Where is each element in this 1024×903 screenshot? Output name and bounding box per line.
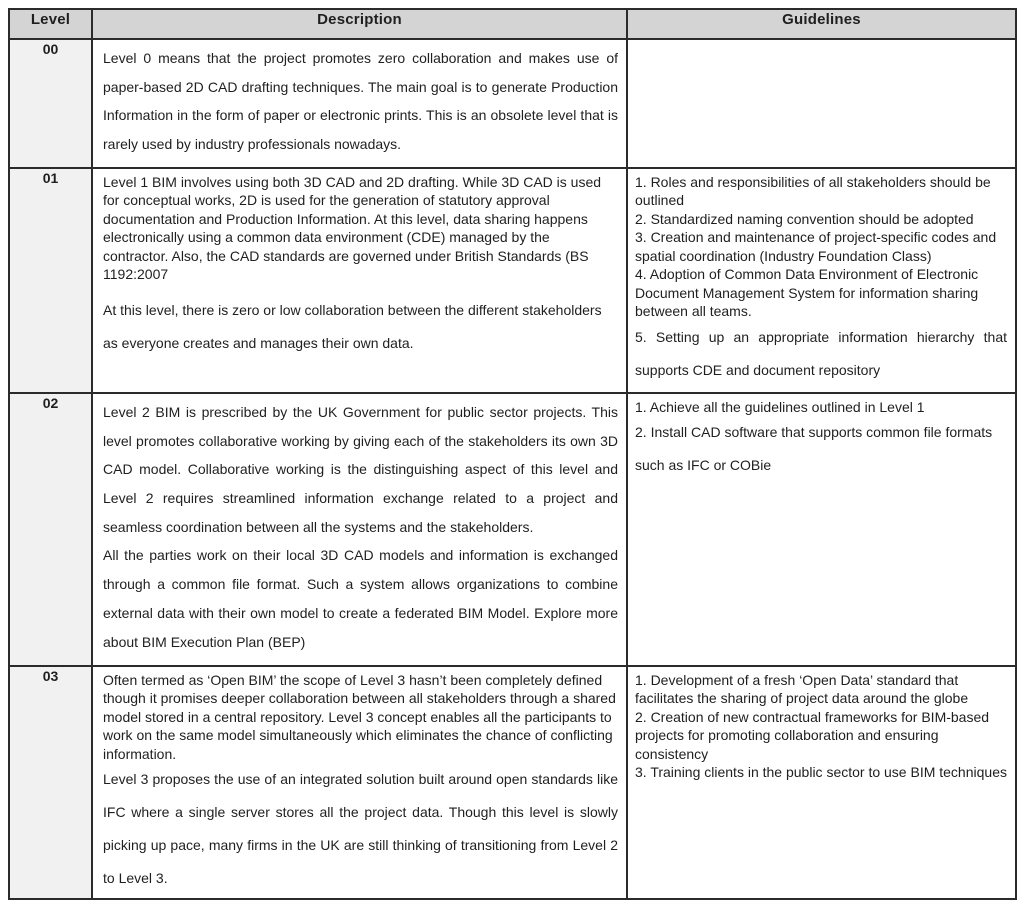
level-cell: 01 [9,168,92,393]
level-cell: 00 [9,39,92,168]
description-cell [92,39,627,168]
table-row-level-03 [9,666,1016,899]
description-paragraph: Level 0 means that the project promotes zero collaboration and makes use of paper-based 2D CAD drafting techniques. The main goal is to generate Production Information in the form of paper or electronic prints. This is an obsolete level that is rarely used by industry professionals nowadays. [103,50,618,153]
guideline-item: 2. Standardized naming convention should be adopted [635,210,974,227]
guideline-item: 5. Setting up an appropriate information hierarchy that supports CDE and document repository [635,328,1007,378]
guideline-item: 2. Install CAD software that supports common file formats such as IFC or COBie [635,424,993,474]
guideline-item: 4. Adoption of Common Data Environment of Electronic Document Management System for information sharing between all teams. [635,266,979,320]
header-row [9,9,1016,39]
guidelines-cell [627,666,1016,899]
guideline-item: 1. Roles and responsibilities of all stakeholders should be outlined [635,174,991,209]
description-paragraph: Level 3 proposes the use of an integrated solution built around open standards like IFC where a single server stores all the project data. Though this level is slowly picking up pace, many firms in the UK are still thinking of transitioning from Level 2 to Level 3. [103,771,618,887]
description-paragraph: At this level, there is zero or low collaboration between the different stakeholders as everyone creates and manages their own data. [103,301,602,351]
description-cell [92,666,627,899]
bim-maturity-levels-table [8,8,1017,900]
guidelines-cell [627,168,1016,393]
level-cell: 02 [9,393,92,666]
description-cell [92,393,627,666]
table-row-level-02 [9,393,1016,666]
guideline-item: 1. Development of a fresh ‘Open Data’ standard that facilitates the sharing of project data around the globe [635,672,969,707]
description-paragraph: All the parties work on their local 3D CAD models and information is exchanged through a common file format. Such a system allows organizations to combine external data with their own model to create a federated BIM Model. Explore more about BIM Execution Plan (BEP) [103,547,618,650]
table-row-level-01 [9,168,1016,393]
column-header-guidelines: Guidelines [627,9,1016,39]
guideline-item: 1. Achieve all the guidelines outlined in Level 1 [635,399,925,415]
description-paragraph: Often termed as ‘Open BIM’ the scope of Level 3 hasn’t been completely defined though it promises deeper collaboration between all stakeholders through a shared model stored in a central repository. Level 3 concept enables all the participants to work on the same model simultaneously which eliminates the chance of conflicting information. [103,672,616,762]
guidelines-cell [627,393,1016,666]
guideline-item: 2. Creation of new contractual frameworks for BIM-based projects for promoting collaboration and ensuring consistency [635,708,990,762]
column-header-level: Level [9,9,92,39]
level-cell: 03 [9,666,92,899]
description-cell [92,168,627,393]
description-paragraph: Level 1 BIM involves using both 3D CAD and 2D drafting. While 3D CAD is used for conceptual works, 2D is used for the generation of statutory approval documentation and Production Information. At this level, data sharing happens electronically using a common data environment (CDE) managed by the contractor. Also, the CAD standards are governed under British Standards (BS 1192:2007 [103,174,602,283]
guidelines-cell [627,39,1016,168]
guideline-item: 3. Creation and maintenance of project-specific codes and spatial coordination (Industry Foundation Class) [635,229,997,264]
description-paragraph: Level 2 BIM is prescribed by the UK Government for public sector projects. This level promotes collaborative working by giving each of the stakeholders its own 3D CAD model. Collaborative working is the distinguishing aspect of this level and Level 2 requires streamlined information exchange related to a project and seamless coordination between all the systems and the stakeholders. [103,404,618,535]
guideline-item: 3. Training clients in the public sector to use BIM techniques [635,764,1007,781]
table-row-level-00 [9,39,1016,168]
column-header-description: Description [92,9,627,39]
